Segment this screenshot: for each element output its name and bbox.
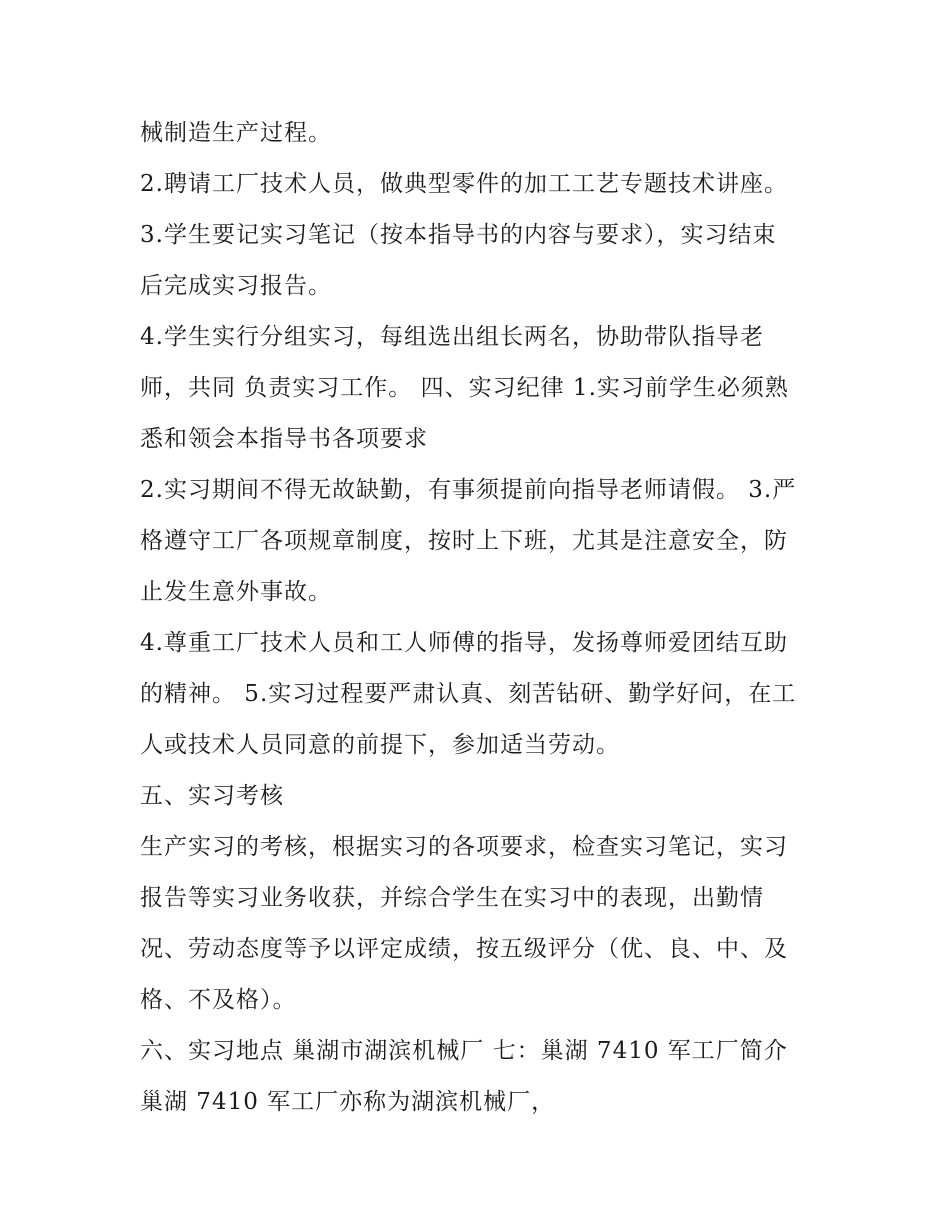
text-line: 生产实习的考核，根据实习的各项要求，检查实习笔记，实习 <box>140 834 788 860</box>
text-line: 况、劳动态度等予以评定成绩，按五级评分（优、良、中、及 <box>140 936 788 962</box>
text-line: 悉和领会本指导书各项要求 <box>140 426 428 452</box>
text-line: 格遵守工厂各项规章制度，按时上下班，尤其是注意安全，防 <box>140 528 788 554</box>
text-line: 2.实习期间不得无故缺勤，有事须提前向指导老师请假。 3.严 <box>140 477 797 503</box>
text-line: 4.学生实行分组实习，每组选出组长两名，协助带队指导老 <box>140 324 764 350</box>
text-line: 师，共同 负责实习工作。 四、实习纪律 1.实习前学生必须熟 <box>140 375 789 401</box>
text-line: 3.学生要记实习笔记（按本指导书的内容与要求），实习结束 <box>140 222 777 248</box>
text-line: 人或技术人员同意的前提下，参加适当劳动。 <box>140 732 620 758</box>
section-heading: 五、实习考核 <box>140 783 284 809</box>
text-line: 六、实习地点 巢湖市湖滨机械厂 七：巢湖 7410 军工厂简介 <box>140 1038 788 1064</box>
text-line: 止发生意外事故。 <box>140 579 332 605</box>
text-line: 2.聘请工厂技术人员，做典型零件的加工工艺专题技术讲座。 <box>140 171 788 197</box>
text-line: 巢湖 7410 军工厂亦称为湖滨机械厂， <box>140 1089 556 1115</box>
text-line: 4.尊重工厂技术人员和工人师傅的指导，发扬尊师爱团结互助 <box>140 630 788 656</box>
text-line: 后完成实习报告。 <box>140 273 332 299</box>
text-line: 报告等实习业务收获，并综合学生在实习中的表现，出勤情 <box>140 885 764 911</box>
text-line: 的精神。 5.实习过程要严肃认真、刻苦钻研、勤学好问，在工 <box>140 681 797 707</box>
document-body <box>140 108 820 1128</box>
text-line: 械制造生产过程。 <box>140 120 332 146</box>
text-line: 格、不及格）。 <box>140 987 297 1013</box>
